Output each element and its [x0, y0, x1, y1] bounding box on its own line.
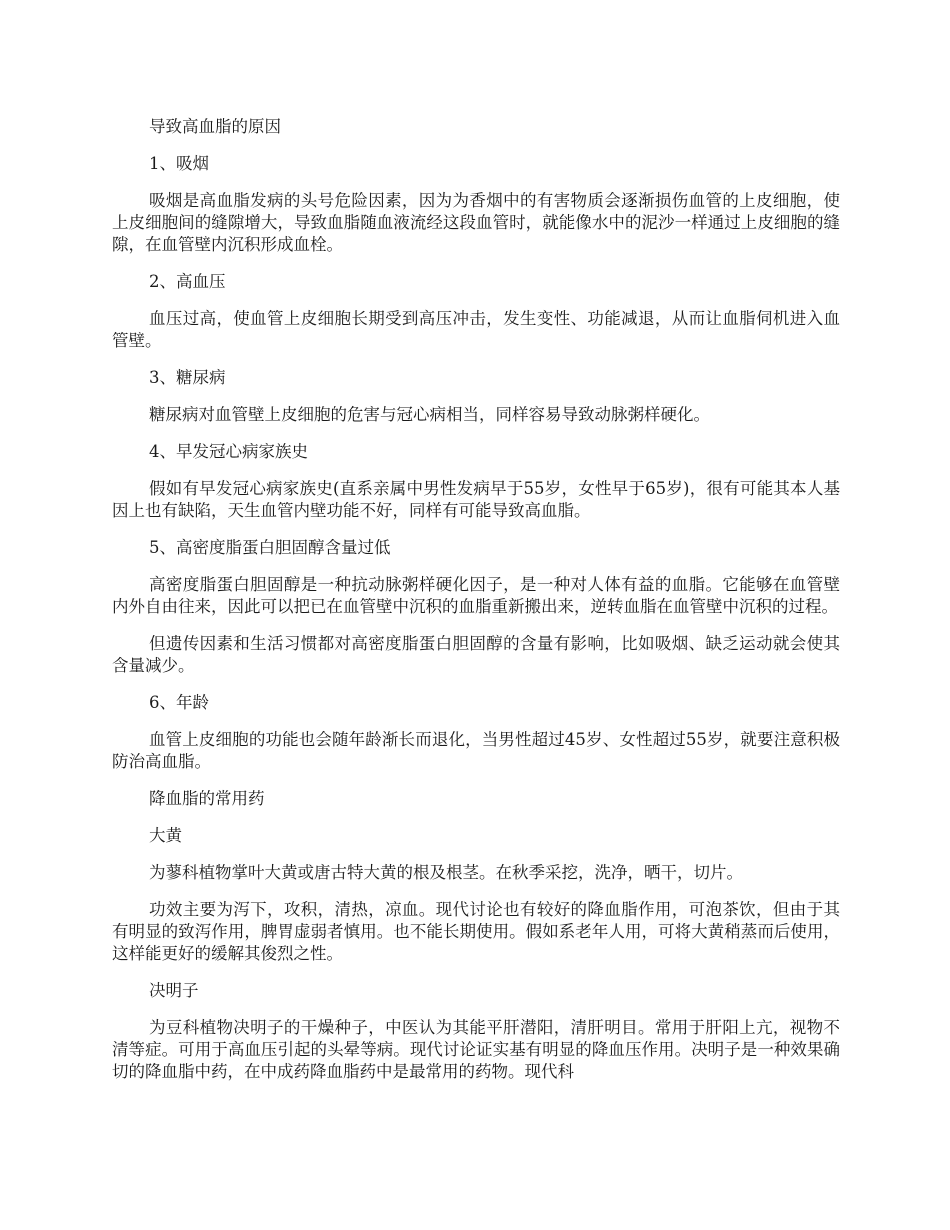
paragraph-cassia-seed: 为豆科植物决明子的干燥种子，中医认为其能平肝潜阳，清肝明目。常用于肝阳上亢，视物不清等症。可用于高血压引起的头晕等病。现代讨论证实基有明显的降血压作用。决明子是一种效果确切的降血脂中药，在中成药降血脂药中是最常用的药物。现代科 — [112, 1018, 840, 1081]
paragraph-rhubarb-2: 功效主要为泻下，攻积，清热，凉血。现代讨论也有较好的降血脂作用，可泡茶饮，但由于其有明显的致泻作用，脾胃虚弱者慎用。也不能长期使用。假如系老年人用，可将大黄稍蒸而后使用，这样能更好的缓解其俊烈之性。 — [112, 900, 840, 963]
paragraph-smoking: 吸烟是高血脂发病的头号危险因素，因为为香烟中的有害物质会逐渐损伤血管的上皮细胞，使上皮细胞间的缝隙增大，导致血脂随血液流经这段血管时，就能像水中的泥沙一样通过上皮细胞的缝隙，在血管壁内沉积形成血栓。 — [112, 191, 840, 254]
heading-causes: 导致高血脂的原因 — [149, 117, 281, 136]
paragraph-hypertension: 血压过高，使血管上皮细胞长期受到高压冲击，发生变性、功能减退，从而让血脂伺机进入血管壁。 — [112, 309, 840, 350]
subheading-hypertension: 2、高血压 — [149, 272, 226, 291]
paragraph-diabetes: 糖尿病对血管壁上皮细胞的危害与冠心病相当，同样容易导致动脉粥样硬化。 — [149, 405, 710, 424]
document-page — [112, 116, 840, 1098]
subheading-cassia-seed: 决明子 — [149, 981, 199, 1000]
subheading-age: 6、年龄 — [149, 693, 209, 712]
paragraph-age: 血管上皮细胞的功能也会随年龄渐长而退化，当男性超过45岁、女性超过55岁，就要注意积极防治高血脂。 — [112, 730, 840, 771]
subheading-hdl: 5、高密度脂蛋白胆固醇含量过低 — [149, 538, 391, 557]
paragraph-hdl-2: 但遗传因素和生活习惯都对高密度脂蛋白胆固醇的含量有影响，比如吸烟、缺乏运动就会使其含量减少。 — [112, 634, 840, 675]
subheading-diabetes: 3、糖尿病 — [149, 368, 226, 387]
paragraph-family-history: 假如有早发冠心病家族史(直系亲属中男性发病早于55岁，女性早于65岁)，很有可能其本人基因上也有缺陷，天生血管内壁功能不好，同样有可能导致高血脂。 — [112, 479, 840, 520]
paragraph-rhubarb-1: 为蓼科植物掌叶大黄或唐古特大黄的根及根茎。在秋季采挖，洗净，晒干，切片。 — [149, 863, 743, 882]
heading-medicines: 降血脂的常用药 — [149, 789, 265, 808]
subheading-family-history: 4、早发冠心病家族史 — [149, 442, 308, 461]
subheading-rhubarb: 大黄 — [149, 826, 182, 845]
paragraph-hdl-1: 高密度脂蛋白胆固醇是一种抗动脉粥样硬化因子，是一种对人体有益的血脂。它能够在血管壁内外自由往来，因此可以把已在血管壁中沉积的血脂重新搬出来，逆转血脂在血管壁中沉积的过程。 — [112, 575, 840, 616]
subheading-smoking: 1、吸烟 — [149, 154, 209, 173]
